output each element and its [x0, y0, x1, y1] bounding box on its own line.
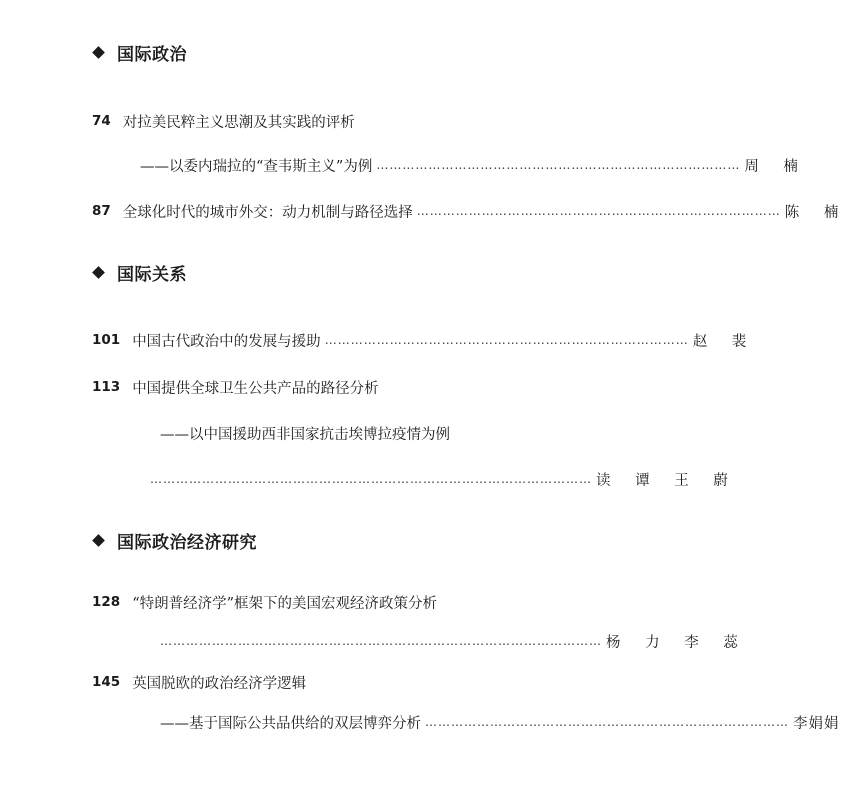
page-number: 113 — [92, 379, 121, 395]
entry-title: “特朗普经济学”框架下的美国宏观经济政策分析 — [132, 595, 438, 612]
dot-leader: ………………………………………………………………………… — [425, 715, 789, 729]
entry-title: 对拉美民粹主义思潮及其实践的评析 — [122, 114, 355, 131]
diamond-bullet-icon — [92, 534, 105, 547]
entry-subtitle: ——以委内瑞拉的“查韦斯主义”为例 — [140, 158, 373, 175]
toc-entry[interactable] — [92, 110, 563, 132]
entry-subtitle: ——基于国际公共品供给的双层博弈分析 — [160, 715, 421, 732]
entry-title: 中国古代政治中的发展与援助 — [132, 333, 321, 350]
toc-entry[interactable] — [92, 671, 563, 693]
entry-author: 周 楠 — [744, 158, 808, 175]
toc-entry[interactable] — [92, 591, 563, 613]
toc-entry-subtitle-line — [140, 154, 808, 176]
page-number: 87 — [92, 203, 111, 219]
section-heading-international-politics — [92, 40, 187, 64]
page-number: 145 — [92, 674, 121, 690]
dot-leader: ………………………………………………………………………… — [324, 333, 689, 347]
toc-entry-subtitle-line — [160, 711, 840, 733]
toc-entry-author-line — [160, 630, 748, 652]
entry-author: 读 谭 王 蔚 — [596, 472, 738, 489]
section-heading-international-political-economy — [92, 528, 257, 552]
section-heading-international-relations — [92, 260, 187, 284]
entry-title: 中国提供全球卫生公共产品的路径分析 — [132, 380, 379, 397]
diamond-bullet-icon — [92, 46, 105, 59]
dot-leader: ………………………………………………………………………… — [416, 204, 781, 218]
diamond-bullet-icon — [92, 266, 105, 279]
entry-author: 杨 力 李 蕊 — [606, 634, 748, 651]
section-heading-text: 国际政治经济研究 — [117, 532, 257, 553]
entry-title: 英国脱欧的政治经济学逻辑 — [132, 675, 307, 692]
entry-author: 陈 楠 — [784, 204, 848, 221]
page-number: 128 — [92, 594, 121, 610]
section-heading-text: 国际政治 — [117, 44, 187, 65]
entry-subtitle: ——以中国援助西非国家抗击埃博拉疫情为例 — [160, 426, 450, 443]
dot-leader: ………………………………………………………………………… — [376, 158, 741, 172]
dot-leader: ………………………………………………………………………………………… — [160, 634, 602, 648]
toc-entry[interactable] — [92, 329, 757, 351]
toc-entry[interactable] — [92, 376, 563, 398]
entry-author: 赵 裴 — [692, 333, 757, 350]
section-heading-text: 国际关系 — [117, 264, 187, 285]
entry-title: 全球化时代的城市外交：动力机制与路径选择 — [122, 204, 413, 221]
toc-entry[interactable] — [92, 200, 848, 222]
dot-leader: ………………………………………………………………………………………… — [150, 472, 592, 486]
entry-author: 李娟娟 — [793, 715, 840, 732]
toc-entry-subtitle-line — [160, 422, 563, 444]
toc-entry-author-line — [150, 468, 738, 490]
page-number: 74 — [92, 113, 111, 129]
page-number: 101 — [92, 332, 121, 348]
